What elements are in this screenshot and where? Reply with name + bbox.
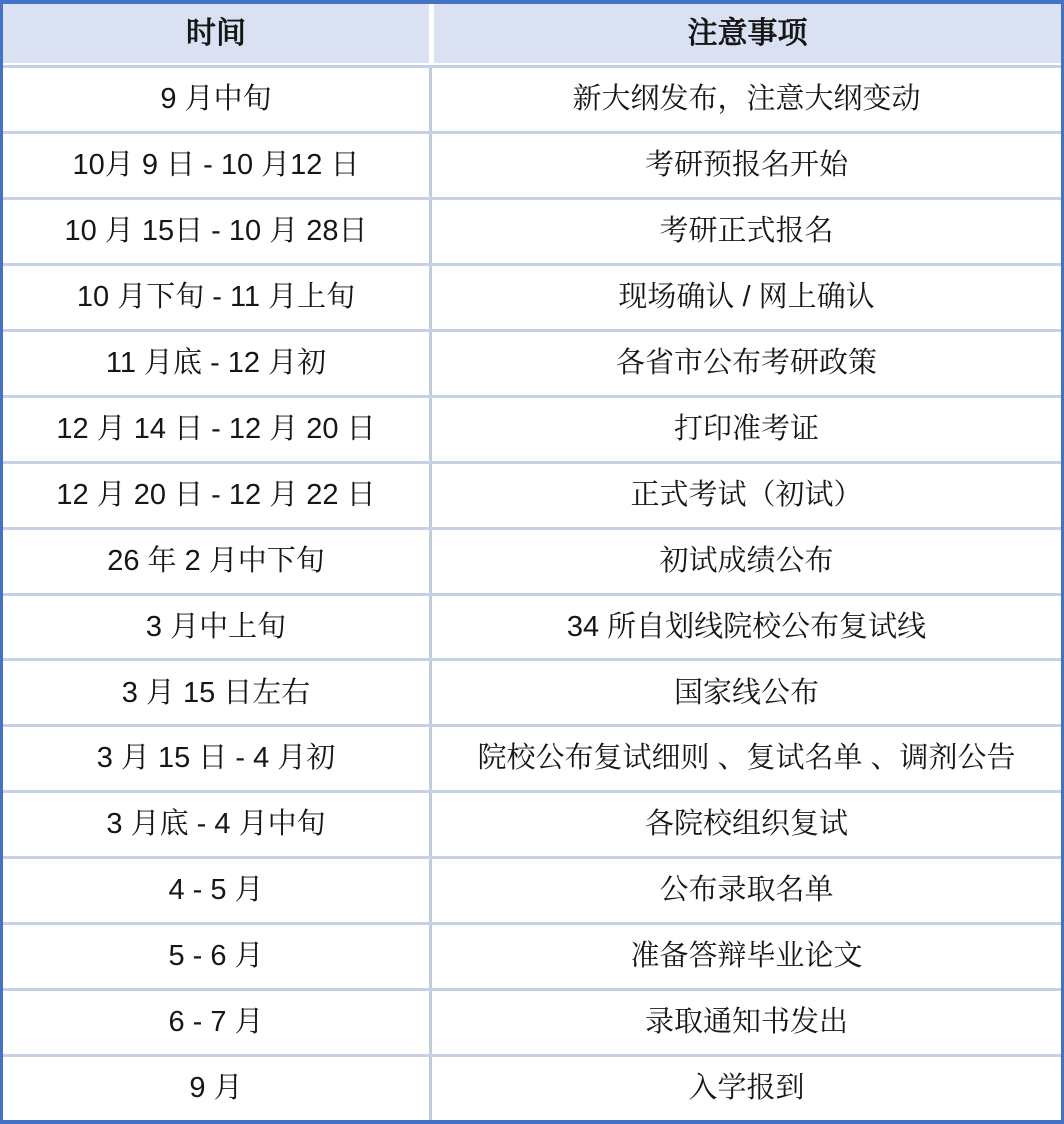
note-cell: 入学报到 — [688, 1072, 805, 1105]
table-row — [3, 197, 1061, 263]
table-row — [3, 65, 1061, 131]
note-cell: 新大纲发布，注意大纲变动 — [572, 83, 921, 116]
table-row — [3, 593, 1061, 659]
note-cell: 34 所自划线院校公布复试线 — [566, 610, 927, 643]
notes-column-header: 注意事项 — [434, 4, 1061, 63]
time-cell: 5 - 6 月 — [168, 940, 264, 973]
time-cell: 3 月中上旬 — [145, 610, 287, 643]
table-row — [3, 395, 1061, 461]
note-cell: 各院校组织复试 — [644, 808, 848, 841]
table-row — [3, 724, 1061, 790]
note-cell: 考研预报名开始 — [644, 149, 848, 181]
table-row — [3, 988, 1061, 1054]
note-cell: 录取通知书发出 — [644, 1006, 848, 1039]
time-cell: 12 月 14 日 - 12 月 20 日 — [56, 412, 376, 445]
time-cell: 9 月 — [189, 1072, 243, 1105]
note-cell: 各省市公布考研政策 — [615, 346, 877, 379]
time-cell: 3 月 15 日 - 4 月初 — [96, 742, 336, 775]
time-column-header: 时间 — [3, 4, 429, 63]
table-row — [3, 922, 1061, 988]
table-row — [3, 131, 1061, 197]
table-row — [3, 263, 1061, 329]
table-header-row — [3, 4, 1061, 65]
time-cell: 26 年 2 月中下旬 — [107, 544, 325, 577]
time-cell: 10 月下旬 - 11 月上旬 — [76, 280, 356, 313]
note-cell: 公布录取名单 — [659, 874, 834, 907]
note-cell: 打印准考证 — [673, 412, 819, 445]
time-cell: 3 月底 - 4 月中旬 — [106, 808, 326, 841]
note-cell: 初试成绩公布 — [659, 544, 834, 577]
note-cell: 准备答辩毕业论文 — [630, 940, 863, 973]
time-cell: 12 月 20 日 - 12 月 22 日 — [56, 478, 376, 511]
note-cell: 考研正式报名 — [659, 214, 834, 247]
table-row — [3, 790, 1061, 856]
table-row — [3, 329, 1061, 395]
table-row — [3, 1054, 1061, 1120]
time-cell: 3 月 15 日左右 — [121, 676, 311, 709]
time-cell: 10 月 15日 - 10 月 28日 — [64, 214, 368, 247]
time-cell: 11 月底 - 12 月初 — [105, 346, 327, 379]
time-cell: 4 - 5 月 — [168, 874, 264, 907]
table-row — [3, 658, 1061, 724]
note-cell: 现场确认 / 网上确认 — [618, 280, 875, 313]
note-cell: 正式考试（初试） — [630, 478, 863, 511]
note-cell: 院校公布复试细则 、复试名单 、调剂公告 — [477, 742, 1016, 775]
note-cell: 国家线公布 — [673, 676, 819, 709]
table-row — [3, 527, 1061, 593]
table-row — [3, 856, 1061, 922]
table-row — [3, 461, 1061, 527]
time-cell: 6 - 7 月 — [168, 1006, 264, 1039]
time-cell: 9 月中旬 — [160, 83, 272, 116]
time-cell: 10月 9 日 - 10 月12 日 — [72, 149, 360, 181]
